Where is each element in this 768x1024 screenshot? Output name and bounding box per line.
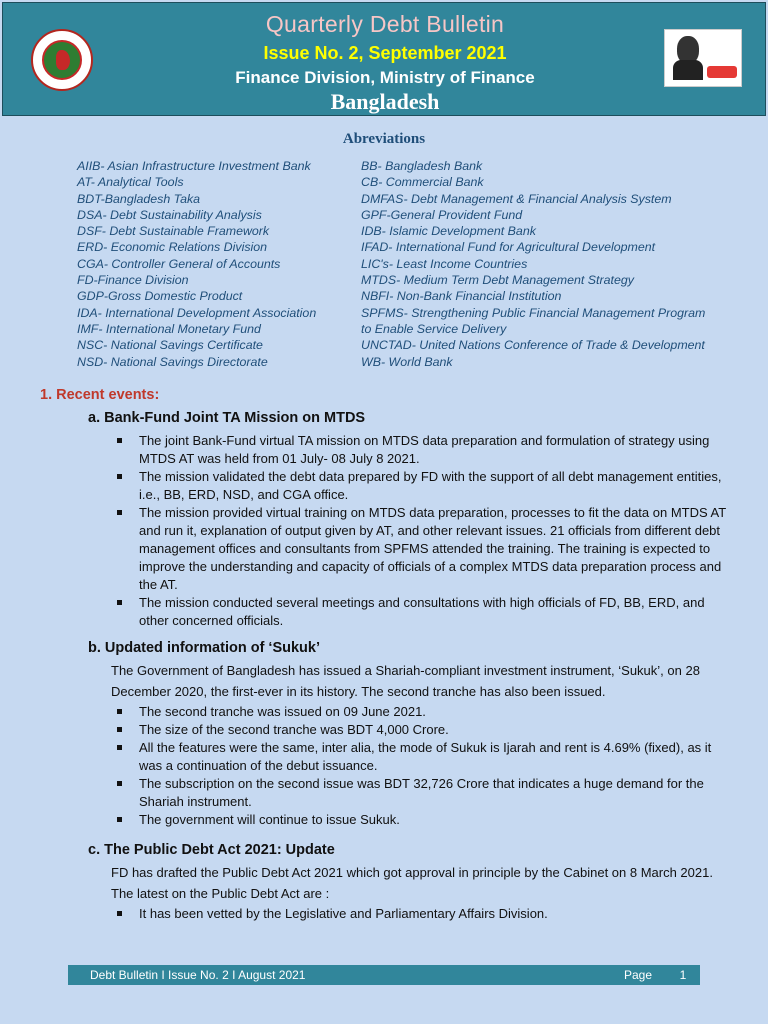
abbreviation-item: IFAD- International Fund for Agricultural Development <box>361 240 656 255</box>
footer-page-number: 1 <box>679 968 687 982</box>
abbreviation-item: GDP-Gross Domestic Product <box>77 289 243 304</box>
mujib100-mark <box>707 66 737 78</box>
abbreviation-item: LIC's- Least Income Countries <box>361 256 528 271</box>
bulletin-title: Quarterly Debt Bulletin <box>265 11 505 37</box>
abbreviation-item: SPFMS- Strengthening Public Financial Management Program <box>361 305 706 320</box>
abbreviation-item: DSA- Debt Sustainability Analysis <box>77 207 262 222</box>
abbreviation-item: BB- Bangladesh Bank <box>361 159 483 173</box>
issue-line: Issue No. 2, September 2021 <box>263 43 507 63</box>
abbreviation-item: DMFAS- Debt Management & Financial Analysis System <box>361 191 672 206</box>
abbreviations-right-column <box>361 158 705 370</box>
bullet-item: The size of the second tranche was BDT 4,000 Crore. <box>117 721 729 739</box>
subsection-a-bullets <box>117 432 729 630</box>
abbreviation-item: AT- Analytical Tools <box>77 175 184 190</box>
subsection-c-heading: c. The Public Debt Act 2021: Update <box>88 842 335 858</box>
abbreviation-item: CGA- Controller General of Accounts <box>77 256 281 271</box>
bullet-item: It has been vetted by the Legislative and Parliamentary Affairs Division. <box>117 905 729 923</box>
bullet-item: The mission provided virtual training on MTDS data preparation, processes to fit the data on MTDS AT and run it, explanation of output given by AT, and other relevant issues. 21 officials from different debt management offices and consultants from SPFMS attended the training. The training is expected to improve the understanding and capacity of officials of a complex MTDS data preparation process and the AT. <box>117 504 729 594</box>
abbreviation-item: AIIB- Asian Infrastructure Investment Bank <box>77 159 311 173</box>
bullet-item: The mission conducted several meetings and consultations with high officials of FD, BB, ERD, and other concerned officials. <box>117 594 729 630</box>
abbreviation-item: FD-Finance Division <box>77 273 189 288</box>
subsection-b-bullets <box>117 703 729 829</box>
bullet-item: The second tranche was issued on 09 June 2021. <box>117 703 729 721</box>
bullet-item: The mission validated the debt data prepared by FD with the support of all debt management entities, i.e., BB, ERD, NSD, and CGA office. <box>117 468 729 504</box>
abbreviations-title: Abreviations <box>342 131 426 147</box>
abbreviation-item: WB- World Bank <box>361 354 453 369</box>
bullet-item: The subscription on the second issue was BDT 32,726 Crore that indicates a huge demand for the Shariah instrument. <box>117 775 729 811</box>
subsection-b-intro: The Government of Bangladesh has issued a Shariah-compliant investment instrument, ‘Sukuk’, on 28 December 2020, the first-ever in its history. The second tranche has also been issued. <box>111 663 700 699</box>
abbreviation-item: to Enable Service Delivery <box>361 321 507 336</box>
footer-text: Debt Bulletin I Issue No. 2 I August 2021 <box>90 968 306 982</box>
bullet-item: All the features were the same, inter alia, the mode of Sukuk is Ijarah and rent is 4.69% (fixed), as it was a continuation of the debut issuance. <box>117 739 729 775</box>
subsection-a-heading: a. Bank-Fund Joint TA Mission on MTDS <box>88 410 366 426</box>
abbreviation-item: IMF- International Monetary Fund <box>77 321 261 336</box>
abbreviation-item: CB- Commercial Bank <box>361 175 484 190</box>
abbreviation-item: MTDS- Medium Term Debt Management Strategy <box>361 273 634 288</box>
abbreviation-item: NBFI- Non-Bank Financial Institution <box>361 289 562 304</box>
abbreviation-item: NSD- National Savings Directorate <box>77 354 268 369</box>
abbreviation-item: NSC- National Savings Certificate <box>77 338 263 353</box>
subsection-c-intro: FD has drafted the Public Debt Act 2021 which got approval in principle by the Cabinet on 8 March 2021. The latest on the Public Debt Act are : <box>111 865 713 901</box>
footer-page-label: Page <box>624 968 653 982</box>
page-footer <box>68 965 700 985</box>
abbreviations-left-column <box>77 158 316 370</box>
section-recent-events-heading: 1. Recent events: <box>40 387 160 403</box>
abbreviation-item: GPF-General Provident Fund <box>361 207 523 222</box>
bullet-item: The joint Bank-Fund virtual TA mission on MTDS data preparation and formulation of strategy using MTDS AT was held from 01 July- 08 July 8 2021. <box>117 432 729 468</box>
abbreviation-item: BDT-Bangladesh Taka <box>77 191 201 206</box>
abbreviation-item: IDB- Islamic Development Bank <box>361 224 536 239</box>
subsection-c-bullets <box>117 905 729 923</box>
abbreviation-item: IDA- International Development Association <box>77 305 317 320</box>
abbreviation-item: ERD- Economic Relations Division <box>77 240 268 255</box>
abbreviation-item: UNCTAD- United Nations Conference of Trade & Development <box>361 338 705 353</box>
country-line: Bangladesh <box>330 89 440 114</box>
bullet-item: The government will continue to issue Sukuk. <box>117 811 729 829</box>
subsection-b-heading: b. Updated information of ‘Sukuk’ <box>88 640 320 656</box>
bulletin-header <box>2 2 766 116</box>
abbreviation-item: DSF- Debt Sustainable Framework <box>77 224 270 239</box>
portrait-logo <box>664 29 742 87</box>
portrait-body <box>673 60 703 80</box>
division-line: Finance Division, Ministry of Finance <box>235 68 535 87</box>
